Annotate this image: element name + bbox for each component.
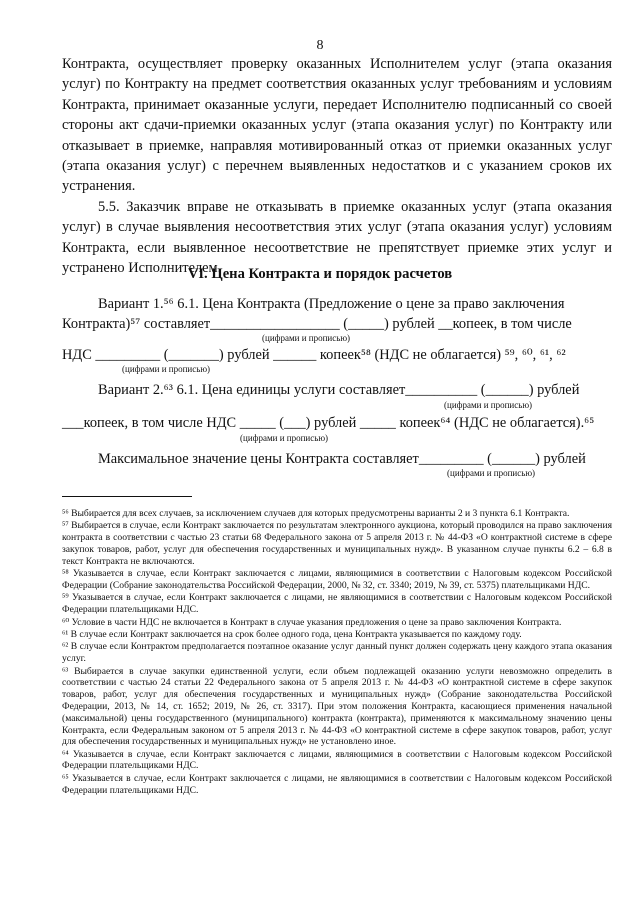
section-heading: VI. Цена Контракта и порядок расчетов: [187, 266, 453, 282]
variant1-line1: Вариант 1.⁵⁶ 6.1. Цена Контракта (Предложение о цене за право заключения: [98, 296, 565, 312]
max-price-line: Максимальное значение цены Контракта составляет_________ (______) рублей: [98, 451, 586, 467]
caption-variant2-vat: (цифрами и прописью): [240, 433, 329, 443]
variant1-line2: Контракта)⁵⁷ составляет__________________ (_____) рублей __копеек, в том числе: [62, 316, 572, 332]
footnote-61: ⁶¹ В случае если Контракт заключается на срок более одного года, цена Контракта указывается по каждому году.: [62, 628, 522, 640]
footnote-64: ⁶⁴ Указывается в случае, если Контракт заключается с лицами, являющимися в соответствии с Налоговым кодексом Российской Федерации плательщиками НДС.: [62, 748, 612, 772]
footnote-56: ⁵⁶ Выбирается для всех случаев, за исключением случаев для которых предусмотрены варианты 2 и 3 пункта 6.1 Контракта.: [62, 508, 570, 519]
main-text: [62, 54, 612, 278]
footnote-63: ⁶³ Выбирается в случае закупки единственной услуги, если объем подлежащей оказанию услуги невозможно определить в соответствии с частью 24 статьи 22 Федерального закона от 5 апреля 2013 г. № 44-ФЗ «О контрактной системе в сфере закупок товаров, работ, услуг для обеспечения государственных и муниципальных нужд» (Собрание законодательства Российской Федерации, 2013, № 14, ст. 1652; 2019, № 26, ст. 3317). При этом положения Контракта, касающиеся применения начальной (максимальной) цены государственного (муниципального) контракта (контракта), применяются к максимальному значению цены Контракта, если Федеральным законом от 5 апреля 2013 г. № 44-ФЗ «О контрактной системе в сфере закупок товаров, работ, услуг для обеспечения государственных и муниципальных нужд» не установлено иное.: [62, 665, 612, 748]
footnote-62: ⁶² В случае если Контрактом предполагается поэтапное оказание услуг данный пункт должен содержать цену каждого этапа оказания услуг.: [62, 641, 612, 665]
footnote-separator: [62, 496, 192, 497]
variant1-line3: НДС _________ (_______) рублей ______ копеек⁵⁸ (НДС не облагается) ⁵⁹, ⁶⁰, ⁶¹, ⁶²: [62, 347, 566, 363]
footnote-58: ⁵⁸ Указывается в случае, если Контракт заключается с лицами, являющимися в соответствии с Налоговым кодексом Российской Федерации (Собрание законодательства Российской Федерации, 2000, № 32, ст. 3340; 2019, № 39, ст. 5375) плательщиками НДС.: [62, 568, 612, 591]
footnotes: [62, 508, 612, 797]
paragraph-5-5: 5.5. Заказчик вправе не отказывать в приемке оказанных услуг (этапа оказания услуг) в случае выявления несоответствия этих услуг (этапа оказания услуг) условиям Контракта, если выявленное несоответствие не препятствует приемке этих услуг и устранено Исполнителем.: [62, 198, 612, 277]
variant2-line1: Вариант 2.⁶³ 6.1. Цена единицы услуги составляет__________ (______) рублей: [98, 382, 580, 398]
footnote-65: ⁶⁵ Указывается в случае, если Контракт заключается с лицами, не являющимися в соответствии с Налоговым кодексом Российской Федерации плательщиками НДС.: [62, 772, 612, 796]
caption-variant1-price: (цифрами и прописью): [262, 333, 351, 343]
caption-variant1-vat: (цифрами и прописью): [122, 364, 211, 374]
footnote-57: ⁵⁷ Выбирается в случае, если Контракт заключается по результатам электронного аукциона, который проводился на право заключения контракта в соответствии с частью 23 статьи 68 Федерального закона от 5 апреля 2013 г. № 44-ФЗ «О контрактной системе в сфере закупок товаров, работ, услуг для обеспечения государственных и муниципальных нужд». В указанном случае пункты 6.2 – 6.8 в текст Контракта не включаются.: [62, 520, 612, 567]
footnote-59: ⁵⁹ Указывается в случае, если Контракт заключается с лицами, не являющимися в соответствии с Налоговым кодексом Российской Федерации плательщиками НДС.: [62, 592, 612, 616]
paragraph-acceptance: Контракта, осуществляет проверку оказанных Исполнителем услуг (этапа оказания услуг) по Контракту на предмет соответствия оказанных услуг требованиям и условиям Контракта, принимает оказанные услуги, передает Исполнителю подписанный со своей стороны акт сдачи-приемки оказанных услуг (этапа оказания услуг) по Контракту или отказывает в приемке, направляя мотивированный отказ от приемки оказанных услуг (этапа оказания услуг) с перечнем выявленных недостатков и с указанием сроков их устранения.: [62, 56, 612, 195]
caption-variant2-price: (цифрами и прописью): [444, 400, 533, 410]
page-number: 8: [316, 38, 324, 53]
footnote-60: ⁶⁰ Условие в части НДС не включается в Контракт в случае указания предложения о цене за право заключения Контракта.: [62, 616, 562, 628]
caption-max-price: (цифрами и прописью): [447, 468, 536, 478]
variant2-line2: ___копеек, в том числе НДС _____ (___) рублей _____ копеек⁶⁴ (НДС не облагается).⁶⁵: [62, 415, 595, 431]
